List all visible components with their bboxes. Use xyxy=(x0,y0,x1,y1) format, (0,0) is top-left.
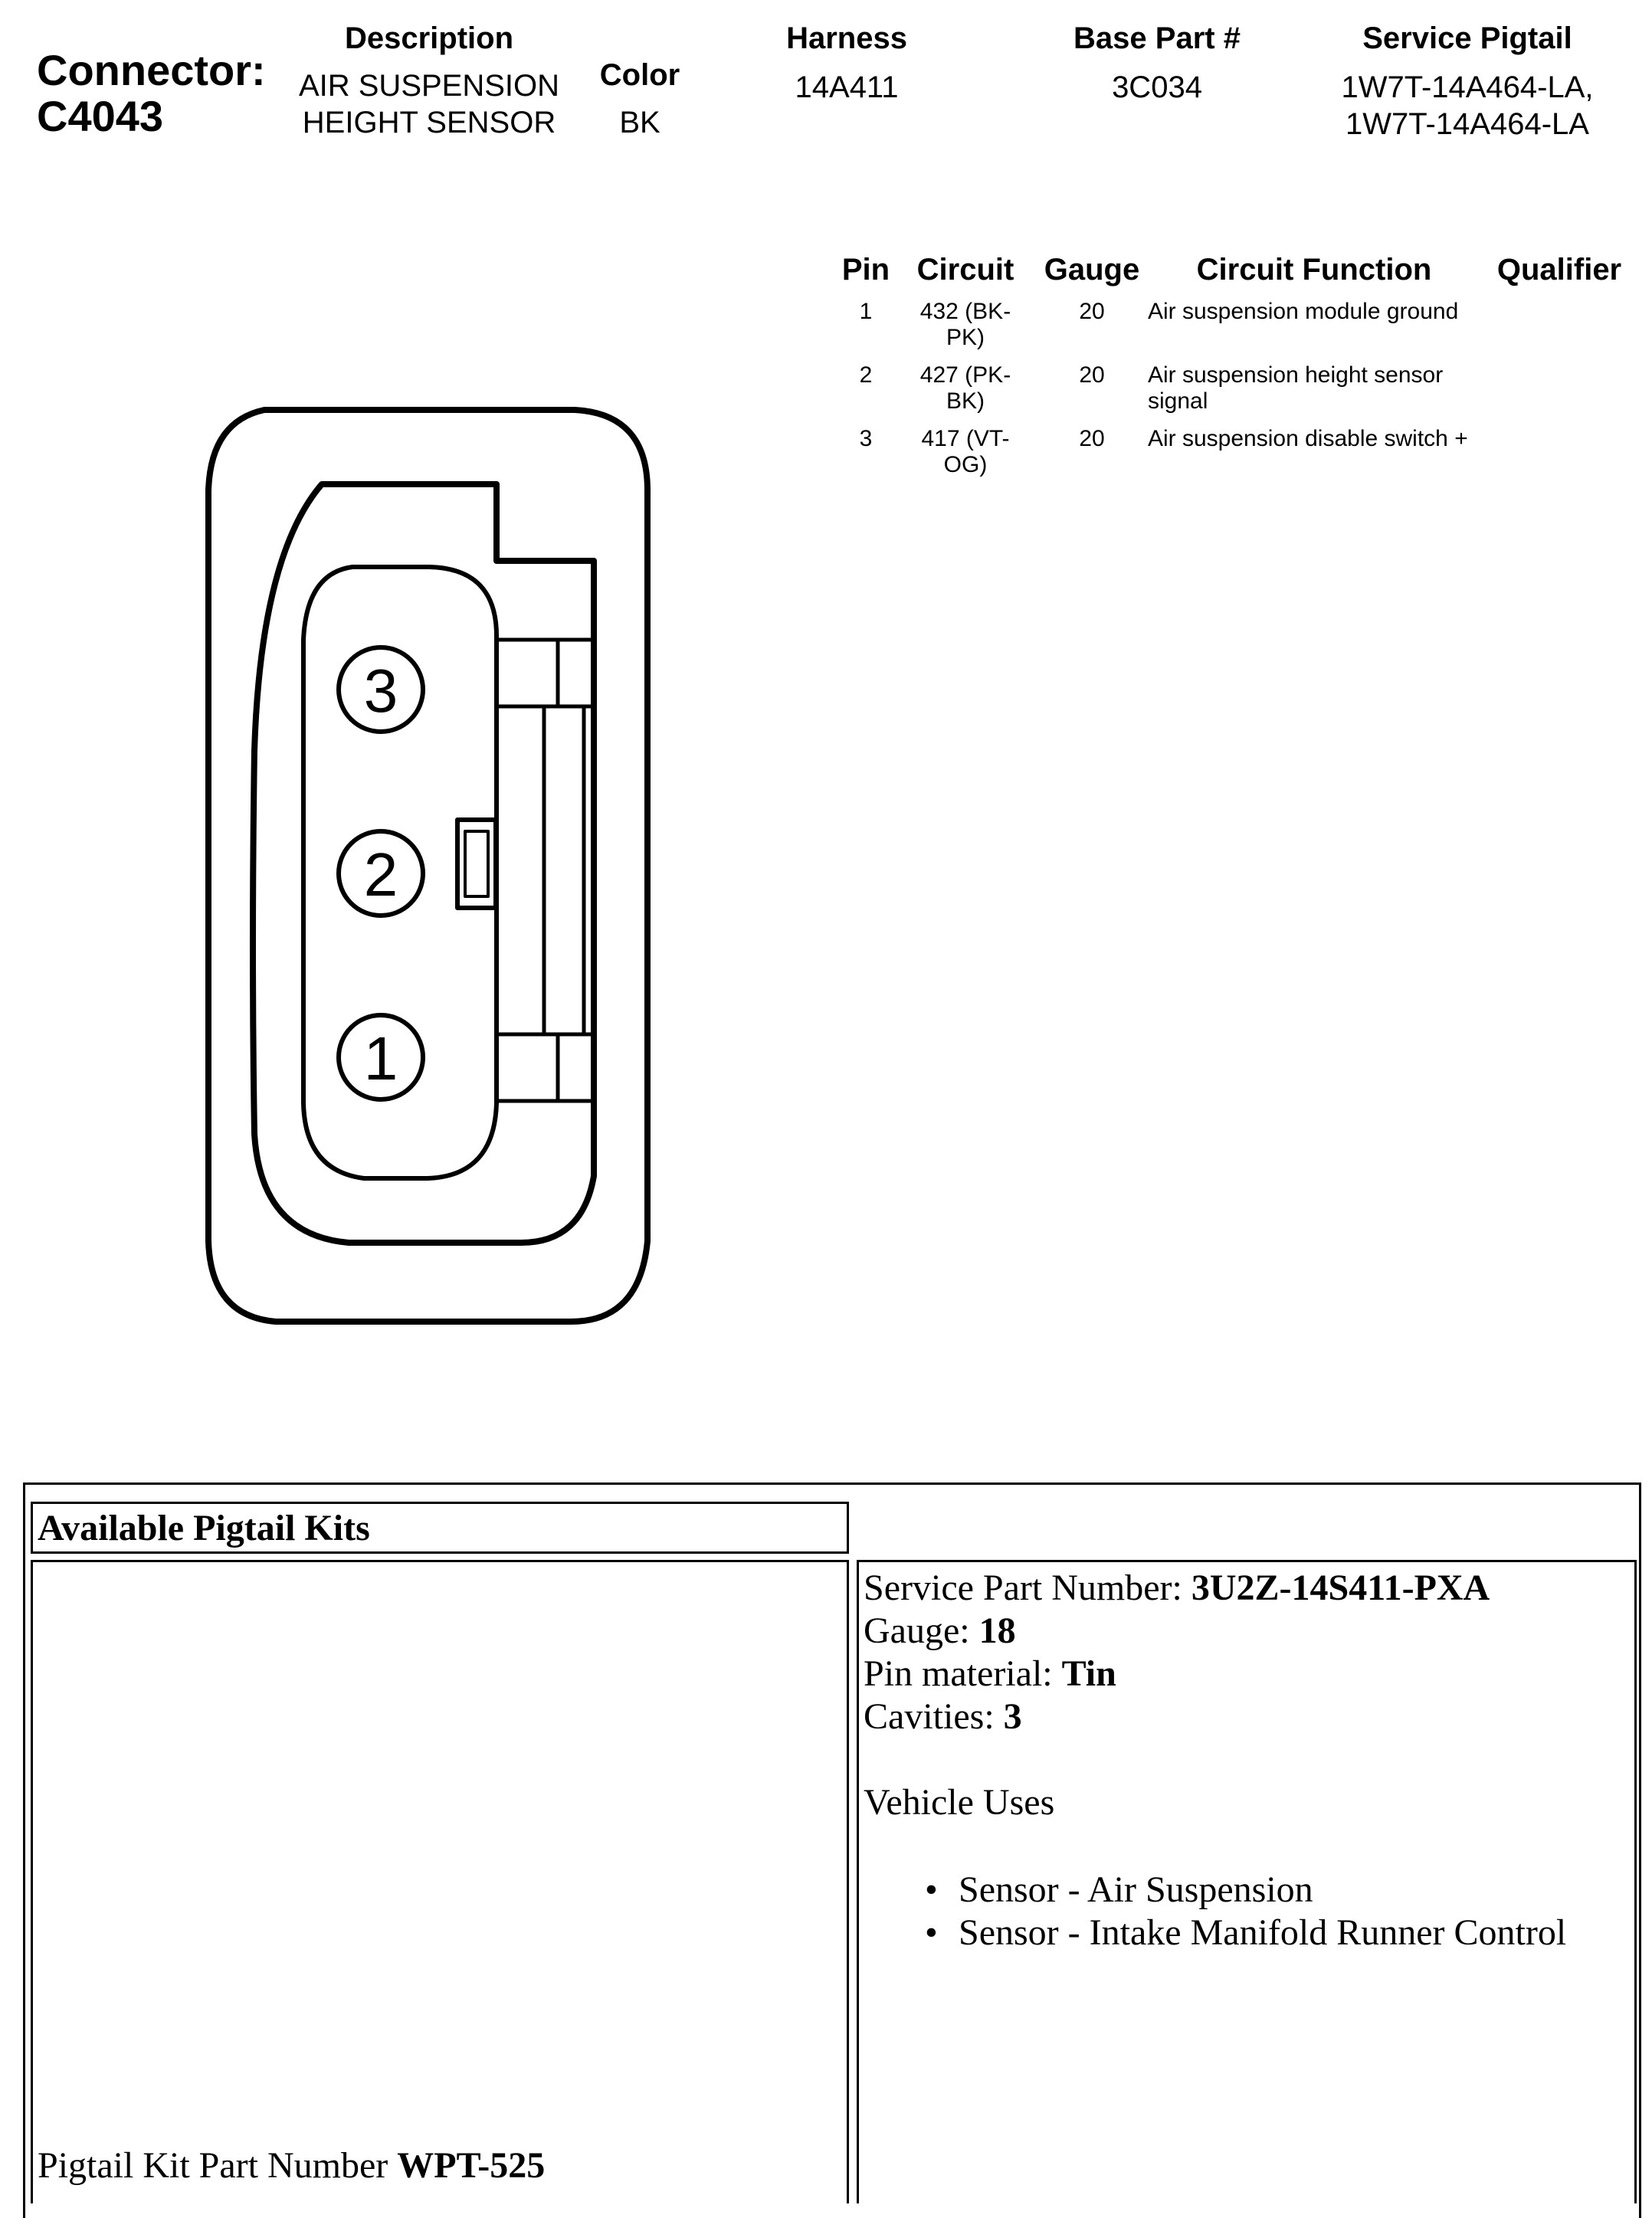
pin-label: 3 xyxy=(363,657,398,725)
terminal-body xyxy=(303,567,497,1178)
circuit-header: Circuit xyxy=(916,253,1014,287)
pin-cell: 3 xyxy=(859,426,873,451)
housing-outline xyxy=(208,410,647,1322)
pin-label: 2 xyxy=(363,840,398,909)
service-pigtail-header: Service Pigtail xyxy=(1362,21,1572,55)
pigtail-kits-title: Available Pigtail Kits xyxy=(38,1508,370,1548)
kit-part-label: Pigtail Kit Part Number xyxy=(38,2145,388,2186)
list-item: • Sensor - Intake Manifold Runner Control xyxy=(864,1912,1634,1954)
circuit-cell: 417 (VT-OG) xyxy=(921,426,1010,477)
vehicle-uses-heading: Vehicle Uses xyxy=(864,1782,1055,1823)
pigtail-kit-part-number xyxy=(38,2144,545,2187)
function-cell: Air suspension disable switch + xyxy=(1148,426,1468,451)
qualifier-header: Qualifier xyxy=(1496,253,1622,287)
pigtail-kits-title-cell xyxy=(31,1502,849,1554)
pin-cell: 1 xyxy=(859,299,873,324)
service-pigtail-value: 1W7T-14A464-LA,1W7T-14A464-LA xyxy=(1341,70,1594,141)
pin-cell: 2 xyxy=(859,362,873,388)
harness-header: Harness xyxy=(786,21,907,55)
gauge-cell: 20 xyxy=(1079,362,1105,388)
circuit-cell: 432 (BK-PK) xyxy=(919,299,1011,350)
list-item: • Sensor - Air Suspension xyxy=(864,1869,1634,1912)
gauge-header: Gauge xyxy=(1044,253,1140,287)
kit-cavities: Cavities: 3 xyxy=(864,1696,1022,1737)
description-header: Description xyxy=(344,21,514,55)
locking-rails xyxy=(498,640,594,1101)
pin-header: Pin xyxy=(841,253,890,287)
gauge-cell: 20 xyxy=(1079,299,1105,324)
color-value: BK xyxy=(619,106,660,139)
base-part-header: Base Part # xyxy=(1073,21,1241,55)
pin-label: 1 xyxy=(363,1024,398,1093)
pigtail-kit-details-cell xyxy=(857,1560,1637,2203)
connector-label: Connector: xyxy=(37,46,266,94)
harness-value: 14A411 xyxy=(795,70,899,104)
circuit-function-header: Circuit Function xyxy=(1196,253,1432,287)
function-cell: Air suspension module ground xyxy=(1148,299,1459,324)
description-value: AIR SUSPENSION HEIGHT SENSOR xyxy=(298,69,560,139)
gauge-cell: 20 xyxy=(1079,426,1105,451)
connector-id: C4043 xyxy=(37,92,164,140)
circuit-cell: 427 (PK-BK) xyxy=(919,362,1011,414)
kit-gauge: Gauge: 18 xyxy=(864,1610,1016,1651)
kit-part-value: WPT-525 xyxy=(397,2145,546,2186)
vehicle-uses-list xyxy=(864,1869,1634,1954)
pigtail-kit-left-cell xyxy=(31,1560,849,2203)
function-cell: Air suspension height sensor signal xyxy=(1148,362,1444,414)
color-header: Color xyxy=(599,58,680,92)
service-part-number: Service Part Number: 3U2Z-14S411-PXA xyxy=(864,1568,1490,1608)
kit-pin-material: Pin material: Tin xyxy=(864,1653,1116,1694)
base-part-value: 3C034 xyxy=(1112,70,1202,104)
latch-block xyxy=(457,820,496,908)
